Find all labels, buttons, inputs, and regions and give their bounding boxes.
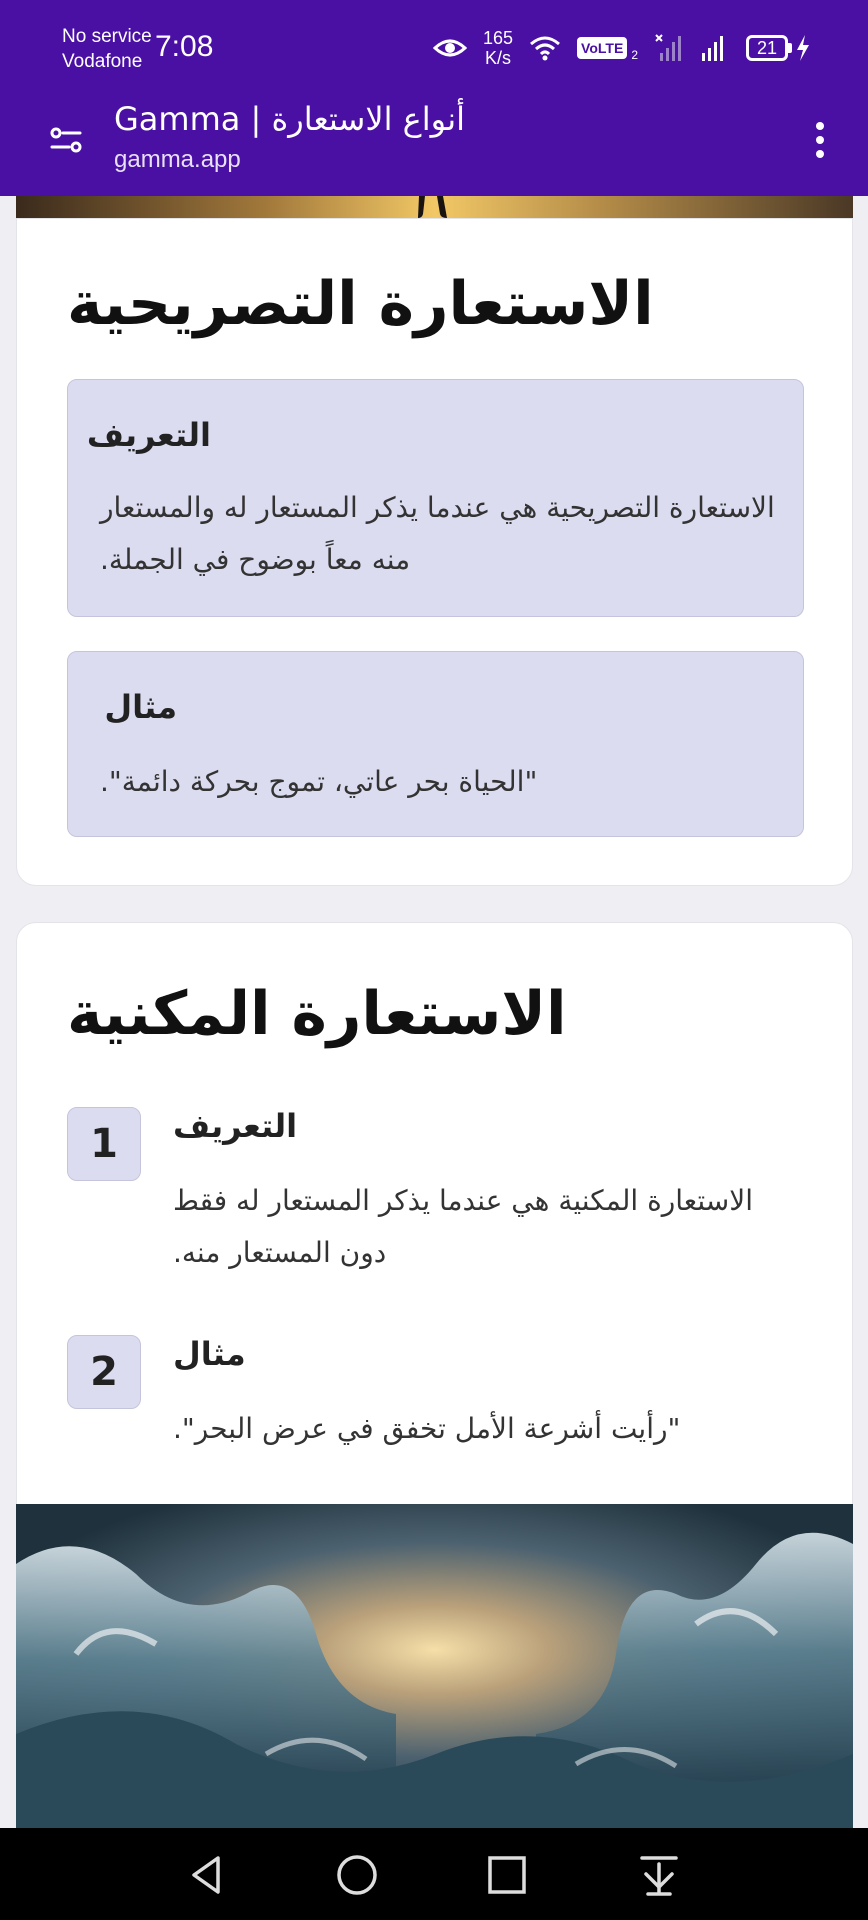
definition-text: الاستعارة التصريحية هي عندما يذكر المستعار له والمستعار منه معاً بوضوح في الجملة. <box>100 491 775 576</box>
implicit-heading: الاستعارة المكنية <box>67 979 567 1049</box>
step-text: الاستعارة المكنية هي عندما يذكر المستعار له فقط دون المستعار منه. <box>173 1184 753 1269</box>
carrier-line2: Vodafone <box>62 51 143 72</box>
recents-icon[interactable] <box>482 1850 532 1900</box>
tune-icon[interactable] <box>48 122 84 158</box>
speed-unit: K/s <box>485 48 512 68</box>
definition-box <box>67 379 804 617</box>
example-box <box>67 651 804 837</box>
charging-icon <box>796 35 810 61</box>
back-icon[interactable] <box>182 1850 232 1900</box>
volte-badge: VoLTE <box>577 37 627 59</box>
page-content[interactable] <box>0 196 868 1828</box>
signal-icon <box>700 33 730 63</box>
step-number: 2 <box>67 1335 141 1409</box>
clock: 7:08 <box>155 30 214 63</box>
download-icon[interactable] <box>634 1850 684 1900</box>
example-title: مثال <box>104 688 177 726</box>
more-vert-icon[interactable] <box>810 118 830 162</box>
step-title: مثال <box>173 1335 246 1373</box>
page-title: Gamma | أنواع الاستعارة <box>114 100 465 138</box>
volte-sim: 2 <box>631 48 638 62</box>
signal-no-service-icon <box>654 33 684 63</box>
step-number: 1 <box>67 1107 141 1181</box>
system-nav-bar <box>0 1828 868 1920</box>
home-icon[interactable] <box>332 1850 382 1900</box>
battery-level: 21 <box>746 35 788 61</box>
speed-value: 165 <box>483 28 514 48</box>
step-text: "رأيت أشرعة الأمل تخفق في عرض البحر". <box>173 1412 681 1445</box>
definition-title: التعريف <box>86 416 211 454</box>
explicit-metaphor-card <box>16 218 853 886</box>
example-text: "الحياة بحر عاتي، تموج بحركة دائمة". <box>100 765 538 798</box>
step-title: التعريف <box>173 1107 298 1145</box>
status-icons <box>433 26 810 70</box>
silhouette-figure <box>415 196 451 218</box>
wifi-icon <box>529 35 561 61</box>
battery-icon <box>746 35 792 61</box>
page-url[interactable]: gamma.app <box>114 146 241 173</box>
carrier-info <box>62 24 152 74</box>
status-bar <box>0 0 868 90</box>
sea-illustration <box>16 1504 853 1828</box>
network-speed <box>483 28 513 68</box>
browser-app-bar <box>0 90 868 196</box>
eye-icon <box>433 37 467 59</box>
explicit-heading: الاستعارة التصريحية <box>67 269 654 339</box>
carrier-line1: No service <box>62 26 152 47</box>
stormy-sea-image <box>16 1504 853 1828</box>
